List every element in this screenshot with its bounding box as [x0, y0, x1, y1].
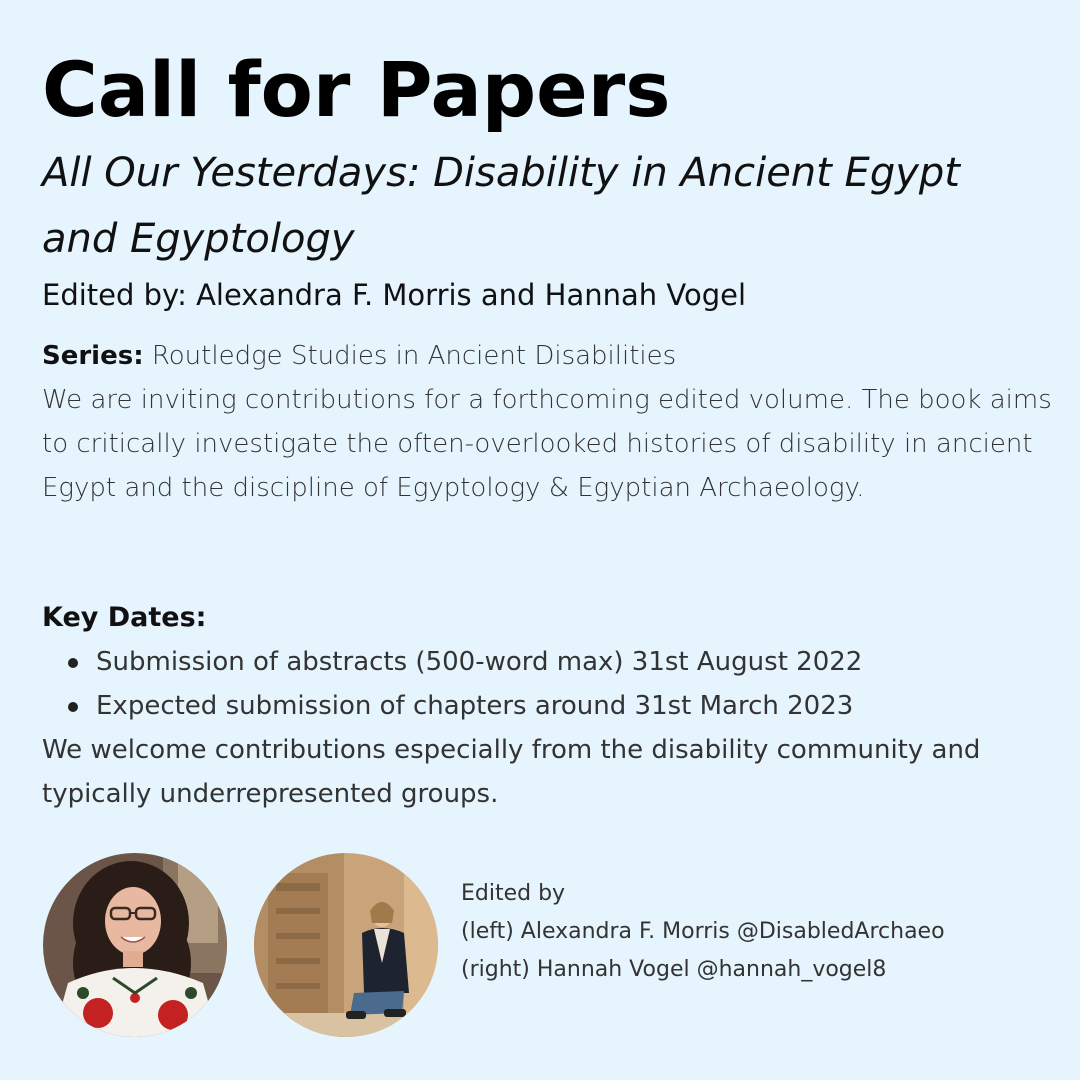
credits-right: (right) Hannah Vogel @hannah_vogel8 [461, 957, 887, 982]
key-date-item: Expected submission of chapters around 31st March 2023 [64, 684, 862, 728]
description-block [42, 334, 1052, 510]
welcome-paragraph: We welcome contributions especially from the disability community and typically underrepresented groups. [42, 735, 981, 809]
avatar-alexandra-morris [43, 853, 227, 1037]
key-date-item: Submission of abstracts (500-word max) 31st August 2022 [64, 640, 862, 684]
page-title: Call for Papers [42, 45, 671, 134]
intro-paragraph: We are inviting contributions for a forthcoming edited volume. The book aims to critically investigate the often-overlooked histories of disability in ancient Egypt and the discipline of Egyptology & Egyptian Archaeology. [42, 385, 1052, 503]
series-value: Routledge Studies in Ancient Disabilities [151, 341, 677, 371]
credits-block [461, 875, 945, 989]
book-title: All Our Yesterdays: Disability in Ancient Egypt and Egyptology [42, 150, 960, 262]
avatar-hannah-vogel [254, 853, 438, 1037]
series-label: Series: [42, 341, 144, 371]
credits-left: (left) Alexandra F. Morris @DisabledArchaeo [461, 919, 945, 944]
credits-heading: Edited by [461, 881, 566, 906]
key-dates-list [64, 640, 862, 728]
series-line [42, 334, 1052, 378]
key-dates-heading: Key Dates: [42, 602, 207, 633]
editors-line: Edited by: Alexandra F. Morris and Hannah Vogel [42, 278, 747, 312]
